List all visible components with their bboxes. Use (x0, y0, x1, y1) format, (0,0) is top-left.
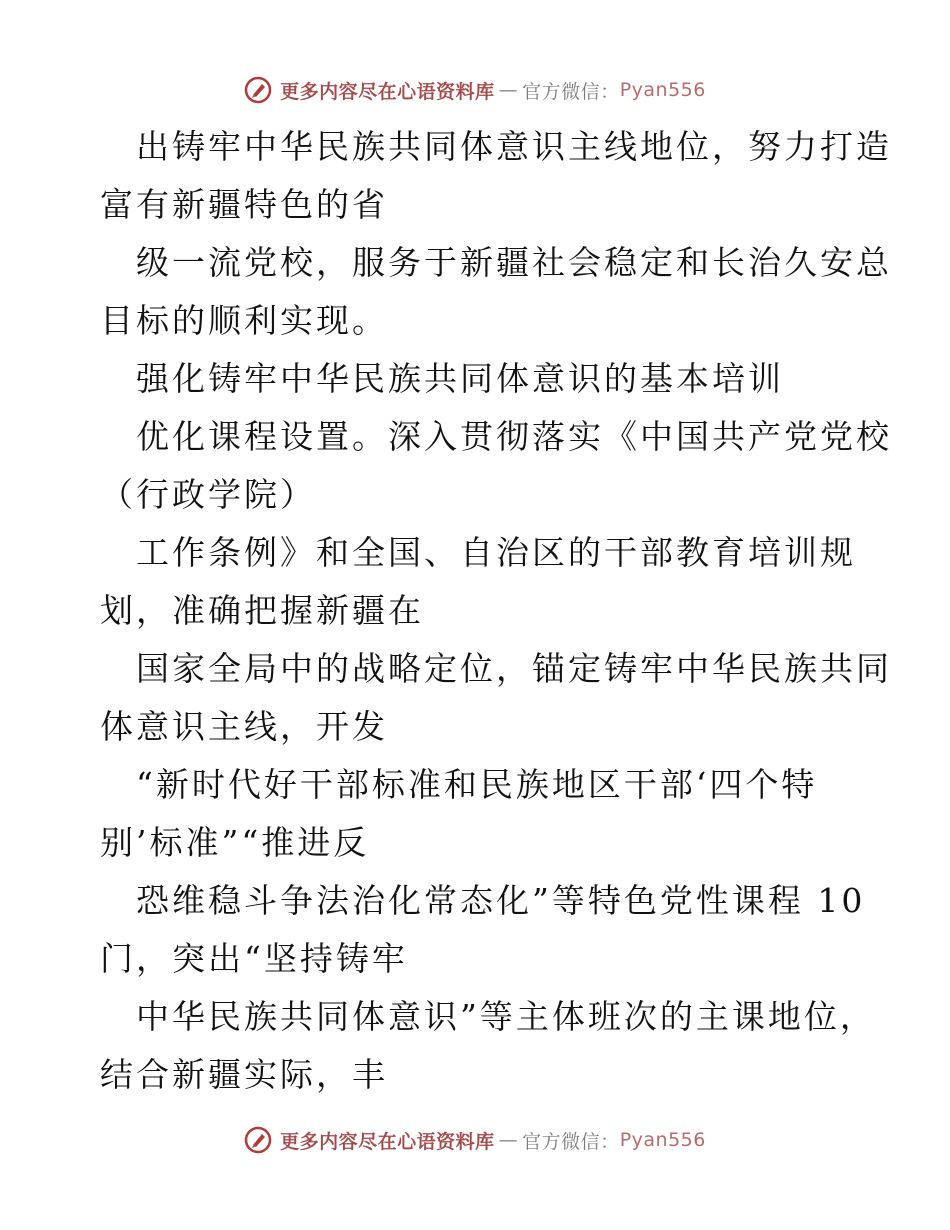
banner-sub-text: 官方微信： (522, 80, 620, 103)
text-line: 别’标准”“推进反 (100, 823, 370, 862)
text-line: 出铸牢中华民族共同体意识主线地位，努力打造 (136, 127, 892, 166)
banner-main-text: 更多内容尽在心语资料库 (280, 80, 495, 103)
text-line: 划，准确把握新疆在 (100, 591, 424, 630)
text-line: 体意识主线，开发 (100, 707, 388, 746)
text-line: 目标的顺利实现。 (100, 301, 388, 340)
header-banner (0, 72, 950, 108)
banner-main-text: 更多内容尽在心语资料库 (280, 1130, 495, 1153)
text-line: 级一流党校，服务于新疆社会稳定和长治久安总 (136, 243, 892, 282)
text-line: 工作条例》和全国、自治区的干部教育培训规 (136, 533, 856, 572)
banner-sub-text: 官方微信： (522, 1130, 620, 1153)
banner-wechat-id: Pyan556 (619, 79, 706, 101)
text-line: 结合新疆实际，丰 (100, 1055, 388, 1094)
text-line: 优化课程设置。深入贯彻落实《中国共产党党校 (136, 417, 892, 456)
text-line: 富有新疆特色的省 (100, 185, 388, 224)
section-heading: 强化铸牢中华民族共同体意识的基本培训 (136, 359, 784, 398)
text-line: 门，突出“坚持铸牢 (100, 939, 408, 978)
banner-separator: — (498, 1129, 519, 1151)
text-line: 国家全局中的战略定位，锚定铸牢中华民族共同 (136, 649, 892, 688)
banner-wechat-id: Pyan556 (619, 1129, 706, 1151)
pen-logo-icon (244, 1126, 272, 1154)
text-line: “新时代好干部标准和民族地区干部‘四个特 (136, 765, 818, 804)
text-line: 中华民族共同体意识”等主体班次的主课地位， (136, 997, 876, 1036)
text-line: 恐维稳斗争法治化常态化”等特色党性课程 10 (136, 881, 866, 920)
text-line: （行政学院） (100, 475, 316, 514)
pen-logo-icon (244, 76, 272, 104)
document-body (100, 118, 892, 1104)
footer-banner (0, 1122, 950, 1158)
banner-separator: — (498, 79, 519, 101)
